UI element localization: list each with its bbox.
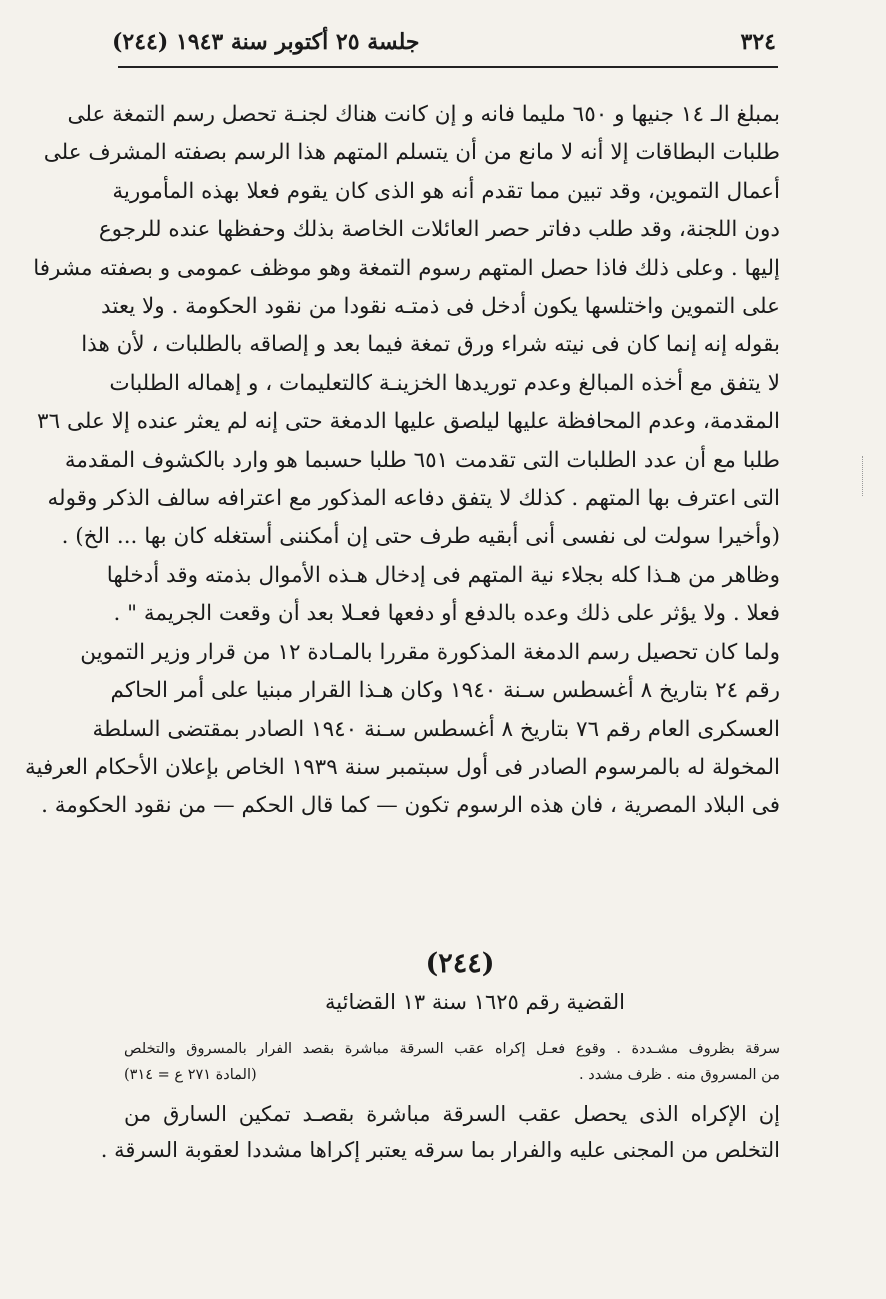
header-divider bbox=[118, 66, 778, 68]
running-title: جلسة ٢٥ أكتوبر سنة ١٩٤٣ (٢٤٤) bbox=[112, 29, 420, 55]
summary-line-with-reference bbox=[124, 1062, 780, 1088]
case-number-heading: (٢٤٤) bbox=[425, 948, 495, 979]
summary-line: سرقة بظروف مشـددة . وقوع فعـل إكراه عقب السرقة مباشرة بقصد الفرار بالمسروق والتخلص bbox=[124, 1041, 780, 1057]
case-title: القضية رقم ١٦٢٥ سنة ١٣ القضائية bbox=[325, 990, 625, 1014]
text-line: العسكرى العام رقم ٧٦ بتاريخ ٨ أغسطس سـنة ١٩٤٠ الصادر بمقتضى السلطة bbox=[92, 716, 780, 742]
text-line: لا يتفق مع أخذه المبالغ وعدم توريدها الخزينـة كالتعليمات ، و إهماله الطلبات bbox=[109, 370, 780, 396]
principle-line: التخلص من المجنى عليه والفرار بما سرقه يعتبر إكراها مشددا لعقوبة السرقة . bbox=[100, 1138, 780, 1162]
text-line: بمبلغ الـ ١٤ جنيها و ٦٥٠ مليما فانه و إن كانت هناك لجنـة تحصل رسم التمغة على bbox=[67, 102, 780, 127]
summary-line: من المسروق منه . ظرف مشدد . bbox=[579, 1067, 780, 1083]
text-line: طلبا مع أن عدد الطلبات التى تقدمت ٦٥١ طلبا حسبما هو وارد بالكشوف المقدمة bbox=[64, 447, 780, 473]
principle-line: إن الإكراه الذى يحصل عقب السرقة مباشرة بقصـد تمكين السارق من bbox=[124, 1102, 780, 1126]
page-header bbox=[112, 22, 776, 62]
text-line: فى البلاد المصرية ، فان هذه الرسوم تكون — كما قال الحكم — من نقود الحكومة . bbox=[41, 793, 780, 819]
text-line: التى اعترف بها المتهم . كذلك لا يتفق دفاعه المذكور مع اعترافه سالف الذكر وقوله bbox=[47, 486, 780, 512]
text-line: رقم ٢٤ بتاريخ ٨ أغسطس سـنة ١٩٤٠ وكان هـذا القرار مبنيا على أمر الحاكم bbox=[110, 678, 780, 704]
legal-principle bbox=[100, 1096, 780, 1168]
page-number: ٣٢٤ bbox=[740, 29, 776, 55]
text-line: إليها . وعلى ذلك فاذا حصل المتهم رسوم التمغة وهو موظف عمومى و بصفته مشرفا bbox=[33, 255, 780, 281]
margin-mark bbox=[862, 456, 865, 496]
text-line: دون اللجنة، وقد طلب دفاتر حصر العائلات الخاصة بذلك وحفظها عنده للرجوع bbox=[98, 217, 780, 243]
text-line: طلبات البطاقات إلا أنه لا مانع من أن يتسلم المتهم هذا الرسم بصفته المشرف على bbox=[43, 140, 780, 166]
text-line: (وأخيرا سولت لى نفسى أنى أبقيه طرف حتى إن أمكننى أستغله كان بها ... الخ) . bbox=[61, 524, 780, 550]
text-line: المقدمة، وعدم المحافظة عليها ليلصق عليها الدمغة حتى إنه لم يعثر عنده إلا على ٣٦ bbox=[37, 409, 780, 435]
text-line: وظاهر من هـذا كله بجلاء نية المتهم فى إدخال هـذه الأموال بذمته وقد أدخلها bbox=[106, 562, 780, 588]
text-line: أعمال التموين، وقد تبين مما تقدم أنه هو الذى كان يقوم فعلا بهذه المأمورية bbox=[112, 178, 780, 204]
text-line: المخولة له بالمرسوم الصادر فى أول سبتمبر سنة ١٩٣٩ الخاص بإعلان الأحكام العرفية bbox=[24, 754, 780, 780]
text-line: على التموين واختلسها يكون أدخل فى ذمتـه نقودا من نقود الحكومة . ولا يعتد bbox=[101, 294, 780, 320]
judgment-body-text bbox=[24, 96, 780, 826]
case-summary bbox=[124, 1036, 780, 1088]
text-line: فعلا . ولا يؤثر على ذلك وعده بالدفع أو دفعها فعـلا بعد أن وقعت الجريمة " . bbox=[113, 601, 780, 627]
text-line: ولما كان تحصيل رسم الدمغة المذكورة مقررا بالمـادة ١٢ من قرار وزير التموين bbox=[80, 639, 780, 665]
text-line: بقوله إنه إنما كان فى نيته شراء ورق تمغة فيما بعد و إلصاقه بالطلبات ، لأن هذا bbox=[81, 332, 780, 358]
article-reference: (المادة ٢٧١ ع = ٣١٤) bbox=[124, 1067, 257, 1083]
